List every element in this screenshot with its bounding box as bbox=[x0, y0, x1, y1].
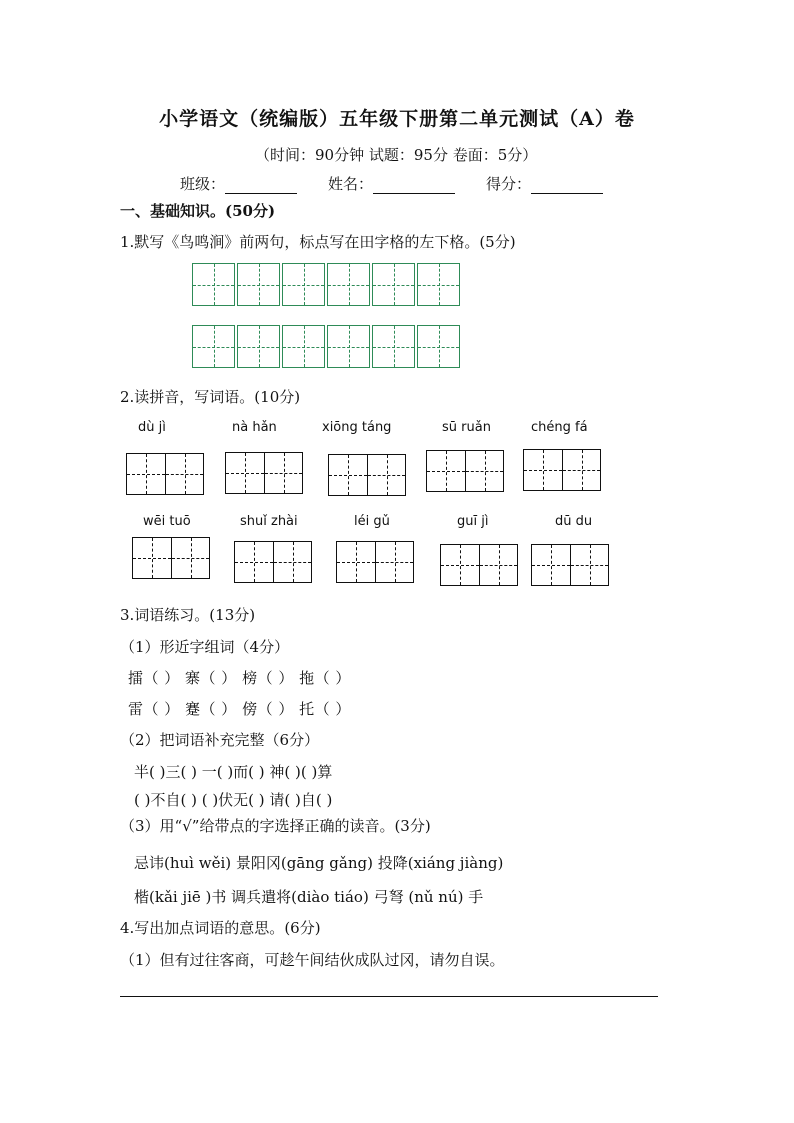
pinyin-answer-box[interactable] bbox=[328, 454, 406, 496]
question-3: 3.词语练习。(13分) bbox=[120, 606, 256, 624]
tianzige-cell[interactable] bbox=[417, 263, 460, 306]
similar-char-row-1[interactable]: 擂（ ） 寨（ ） 榜（ ） 拖（ ） bbox=[128, 669, 351, 687]
similar-char-row-2[interactable]: 雷（ ） 蹇（ ） 傍（ ） 托（ ） bbox=[128, 700, 351, 718]
exam-info: （时间：90分钟 试题：95分 卷面：5分） bbox=[255, 146, 538, 164]
pinyin-answer-box[interactable] bbox=[523, 449, 601, 491]
pinyin-label: léi gǔ bbox=[354, 514, 390, 529]
question-3-3: （3）用“√”给带点的字选择正确的读音。(3分) bbox=[120, 817, 431, 835]
pinyin-answer-box[interactable] bbox=[336, 541, 414, 583]
tianzige-cell[interactable] bbox=[192, 263, 235, 306]
pinyin-label: guī jì bbox=[457, 514, 489, 529]
name-field bbox=[328, 173, 455, 194]
pinyin-label: chéng fá bbox=[531, 420, 588, 435]
pinyin-label: sū ruǎn bbox=[442, 420, 491, 435]
question-2: 2.读拼音，写词语。(10分) bbox=[120, 388, 301, 406]
pinyin-answer-box[interactable] bbox=[132, 537, 210, 579]
tianzige-cell[interactable] bbox=[327, 325, 370, 368]
score-label: 得分： bbox=[486, 175, 532, 193]
pinyin-answer-box[interactable] bbox=[531, 544, 609, 586]
tianzige-cell[interactable] bbox=[372, 263, 415, 306]
pinyin-label: xiōng táng bbox=[322, 420, 392, 435]
tianzige-cell[interactable] bbox=[372, 325, 415, 368]
answer-line[interactable] bbox=[120, 996, 658, 997]
tianzige-cell[interactable] bbox=[282, 263, 325, 306]
class-blank[interactable] bbox=[225, 193, 297, 194]
score-field bbox=[486, 173, 603, 194]
tianzige-row-2 bbox=[192, 325, 462, 368]
question-4: 4.写出加点词语的意思。(6分) bbox=[120, 919, 321, 937]
pronunciation-row-2[interactable]: 楷(kǎi jiē )书 调兵遣将(diào tiáo) 弓弩 (nǔ nú) 手 bbox=[134, 888, 484, 906]
pinyin-answer-box[interactable] bbox=[126, 453, 204, 495]
pinyin-label: wēi tuō bbox=[143, 514, 191, 529]
tianzige-cell[interactable] bbox=[282, 325, 325, 368]
score-blank[interactable] bbox=[531, 193, 603, 194]
tianzige-cell[interactable] bbox=[417, 325, 460, 368]
pronunciation-row-1[interactable]: 忌讳(huì wěi) 景阳冈(gāng gǎng) 投降(xiáng jiàng) bbox=[134, 854, 504, 872]
class-field bbox=[180, 173, 297, 194]
tianzige-row-1 bbox=[192, 263, 462, 306]
tianzige-cell[interactable] bbox=[327, 263, 370, 306]
pinyin-label: nà hǎn bbox=[232, 420, 277, 435]
pinyin-answer-box[interactable] bbox=[234, 541, 312, 583]
question-3-2: （2）把词语补充完整（6分） bbox=[120, 731, 320, 749]
pinyin-answer-box[interactable] bbox=[225, 452, 303, 494]
question-3-1: （1）形近字组词（4分） bbox=[120, 638, 290, 656]
class-label: 班级： bbox=[180, 175, 226, 193]
fill-idiom-row-2[interactable]: ( )不自( ) ( )伏无( ) 请( )自( ) bbox=[134, 791, 333, 809]
name-label: 姓名： bbox=[328, 175, 374, 193]
pinyin-label: dù jì bbox=[138, 420, 166, 435]
question-1: 1.默写《鸟鸣涧》前两句，标点写在田字格的左下格。(5分) bbox=[120, 233, 516, 251]
section-1-heading: 一、基础知识。(50分) bbox=[120, 202, 276, 220]
tianzige-cell[interactable] bbox=[237, 325, 280, 368]
tianzige-cell[interactable] bbox=[192, 325, 235, 368]
name-blank[interactable] bbox=[373, 193, 455, 194]
pinyin-answer-box[interactable] bbox=[440, 544, 518, 586]
pinyin-answer-box[interactable] bbox=[426, 450, 504, 492]
pinyin-label: dū du bbox=[555, 514, 593, 529]
tianzige-cell[interactable] bbox=[237, 263, 280, 306]
question-4-1: （1）但有过往客商，可趁午间结伙成队过冈，请勿自误。 bbox=[120, 951, 505, 969]
fill-idiom-row-1[interactable]: 半( )三( ) 一( )而( ) 神( )( )算 bbox=[134, 763, 333, 781]
pinyin-label: shuǐ zhài bbox=[240, 514, 298, 529]
page-title: 小学语文（统编版）五年级下册第二单元测试（A）卷 bbox=[159, 108, 635, 130]
